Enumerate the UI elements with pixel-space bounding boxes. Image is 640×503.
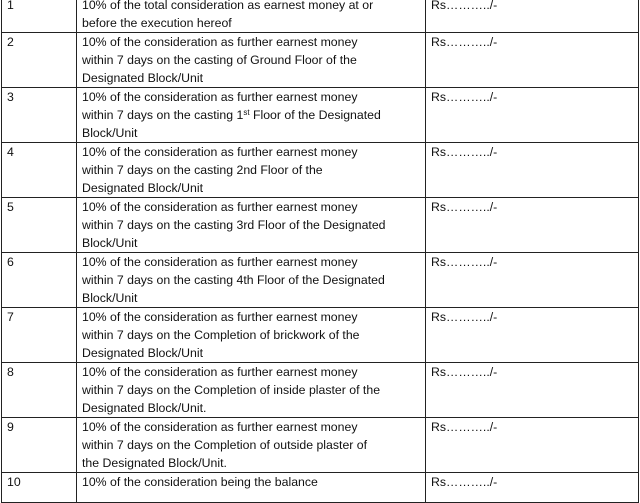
table-row	[2, 308, 639, 363]
row-description	[77, 88, 426, 143]
description-line: 10% of the consideration as further earnest money	[82, 145, 358, 159]
row-description	[77, 0, 426, 33]
description-line: Designated Block/Unit	[82, 71, 203, 85]
table-row	[2, 0, 639, 33]
description-text: within 7 days on the casting 1	[82, 108, 244, 122]
payment-schedule-table	[1, 0, 639, 503]
description-line: within 7 days on the casting 3rd Floor of the Designated	[82, 218, 386, 232]
row-amount: Rs………../-	[426, 198, 639, 253]
row-number: 5	[2, 198, 77, 253]
description-line: 10% of the total consideration as earnest money at or	[82, 0, 374, 12]
row-amount: Rs………../-	[426, 253, 639, 308]
row-amount: Rs………../-	[426, 308, 639, 363]
row-description	[77, 253, 426, 308]
row-amount: Rs………../-	[426, 88, 639, 143]
table-row	[2, 363, 639, 418]
row-amount: Rs………../-	[426, 33, 639, 88]
row-number: 8	[2, 363, 77, 418]
description-line: 10% of the consideration as further earnest money	[82, 365, 358, 379]
description-line: Designated Block/Unit	[82, 346, 203, 360]
row-description	[77, 473, 426, 503]
table-row	[2, 198, 639, 253]
description-line: within 7 days on the Completion of brickwork of the	[82, 328, 360, 342]
row-amount: Rs………../-	[426, 0, 639, 33]
table-row	[2, 473, 639, 503]
row-number: 2	[2, 33, 77, 88]
description-line	[82, 106, 421, 124]
row-number: 7	[2, 308, 77, 363]
row-number: 9	[2, 418, 77, 473]
description-line: the Designated Block/Unit.	[82, 456, 227, 470]
description-line: within 7 days on the casting 2nd Floor of the	[82, 163, 323, 177]
row-number: 4	[2, 143, 77, 198]
row-description	[77, 143, 426, 198]
row-description	[77, 418, 426, 473]
table-row	[2, 33, 639, 88]
description-line: within 7 days on the Completion of inside plaster of the	[82, 383, 381, 397]
row-number: 1	[2, 0, 77, 33]
description-line: 10% of the consideration being the balance	[82, 475, 318, 489]
description-line: 10% of the consideration as further earnest money	[82, 255, 358, 269]
row-description	[77, 33, 426, 88]
description-line: Block/Unit	[82, 236, 138, 250]
ordinal-suffix: st	[243, 108, 250, 117]
row-amount: Rs………../-	[426, 473, 639, 503]
row-amount: Rs………../-	[426, 363, 639, 418]
description-line: Block/Unit	[82, 126, 138, 140]
table-row	[2, 253, 639, 308]
description-line: within 7 days on the casting of Ground Floor of the	[82, 53, 357, 67]
description-line: within 7 days on the casting 4th Floor of the Designated	[82, 273, 385, 287]
description-line: 10% of the consideration as further earnest money	[82, 310, 358, 324]
description-line: 10% of the consideration as further earnest money	[82, 90, 358, 104]
row-amount: Rs………../-	[426, 143, 639, 198]
description-line: 10% of the consideration as further earnest money	[82, 420, 358, 434]
row-number: 6	[2, 253, 77, 308]
description-line: Designated Block/Unit	[82, 181, 203, 195]
description-text: Floor of the Designated	[249, 108, 381, 122]
row-amount: Rs………../-	[426, 418, 639, 473]
table-row	[2, 88, 639, 143]
row-number: 10	[2, 473, 77, 503]
table-row	[2, 143, 639, 198]
row-number: 3	[2, 88, 77, 143]
row-description	[77, 308, 426, 363]
row-description	[77, 363, 426, 418]
description-line: within 7 days on the Completion of outside plaster of	[82, 438, 368, 452]
description-line: before the execution hereof	[82, 16, 232, 30]
description-line: 10% of the consideration as further earnest money	[82, 200, 358, 214]
row-description	[77, 198, 426, 253]
description-line: Block/Unit	[82, 291, 138, 305]
table-row	[2, 418, 639, 473]
description-line: 10% of the consideration as further earnest money	[82, 35, 358, 49]
description-line: Designated Block/Unit.	[82, 401, 207, 415]
